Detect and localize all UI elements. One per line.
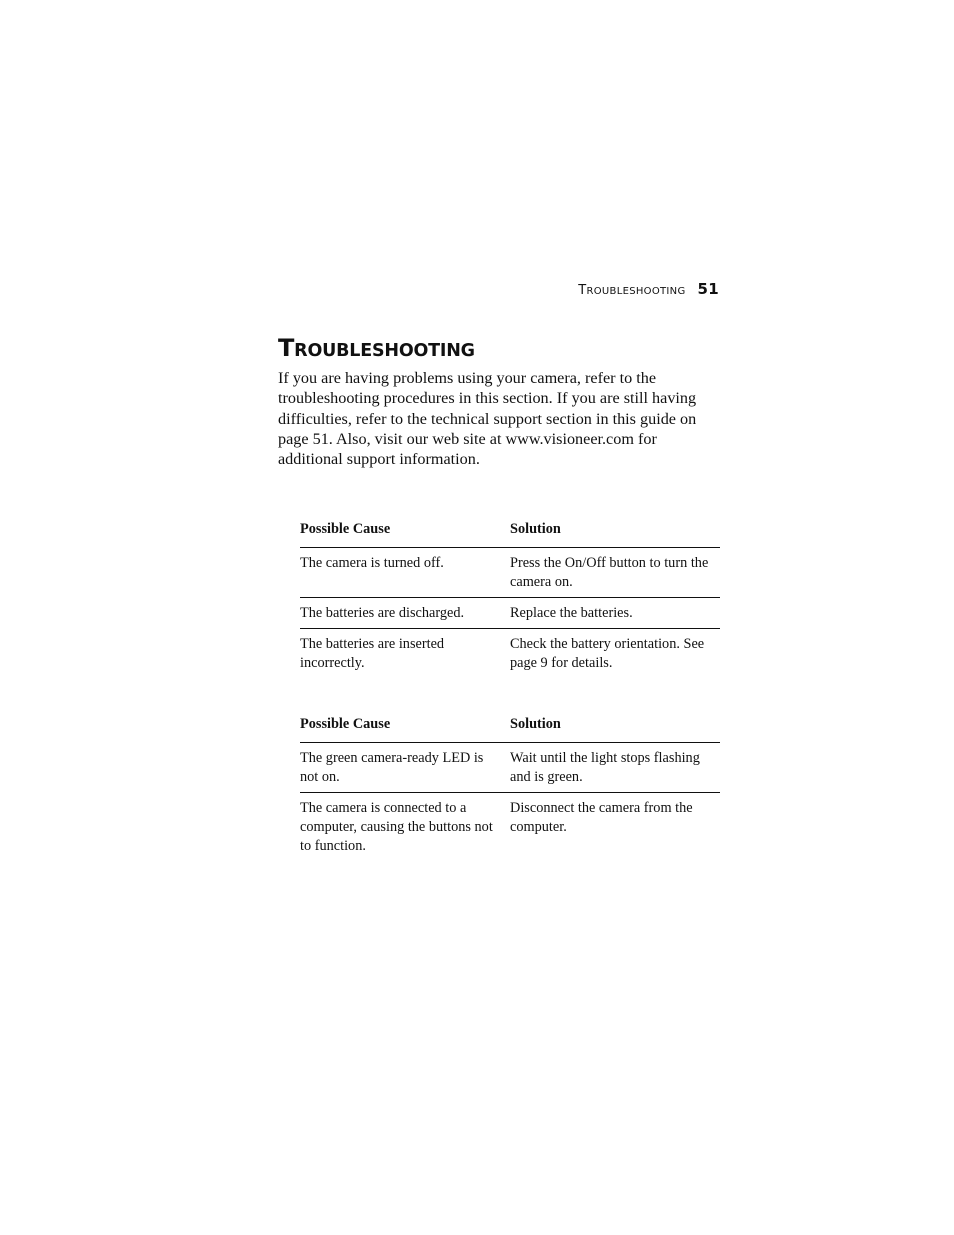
table-header-row	[300, 520, 720, 548]
page-title	[278, 326, 475, 364]
solution-cell: Check the battery orientation. See page 9 for details.	[510, 636, 705, 671]
running-header-title: ROUBLESHOOTING	[586, 286, 686, 297]
solution-cell: Wait until the light stops flashing and is green.	[510, 743, 720, 793]
page-title-initial: T	[278, 334, 295, 362]
column-header-cause: Possible Cause	[300, 715, 510, 743]
column-header-solution: Solution	[510, 715, 720, 743]
troubleshooting-table-1	[300, 520, 720, 678]
cause-cell: The camera is connected to a computer, causing the buttons not to function.	[300, 800, 493, 854]
table-header-row	[300, 715, 720, 743]
running-header-initial: T	[578, 283, 587, 298]
intro-paragraph: If you are having problems using your camera, refer to the troubleshooting procedures in this section. If you are still having difficulties, refer to the technical support section in this guide on page 51. Also, visit our web site at www.visioneer.com for additional support information.	[278, 369, 697, 469]
column-header-solution: Solution	[510, 520, 720, 548]
solution-cell: Disconnect the camera from the computer.	[510, 800, 693, 835]
column-header-cause: Possible Cause	[300, 520, 510, 548]
solution-cell: Replace the batteries.	[510, 598, 720, 629]
troubleshooting-table-2	[300, 715, 720, 861]
solution-cell: Press the On/Off button to turn the camera on.	[510, 548, 720, 598]
cause-cell: The green camera-ready LED is not on.	[300, 743, 510, 793]
page-number: 51	[697, 280, 719, 298]
page-title-rest: ROUBLESHOOTING	[294, 341, 475, 361]
table-row	[300, 743, 720, 793]
table-row	[300, 629, 720, 679]
cause-cell: The batteries are discharged.	[300, 598, 510, 629]
running-header	[560, 280, 719, 298]
table-row	[300, 793, 720, 862]
cause-cell: The batteries are inserted incorrectly.	[300, 636, 445, 671]
cause-cell: The camera is turned off.	[300, 548, 510, 598]
table-row	[300, 598, 720, 629]
table-row	[300, 548, 720, 598]
